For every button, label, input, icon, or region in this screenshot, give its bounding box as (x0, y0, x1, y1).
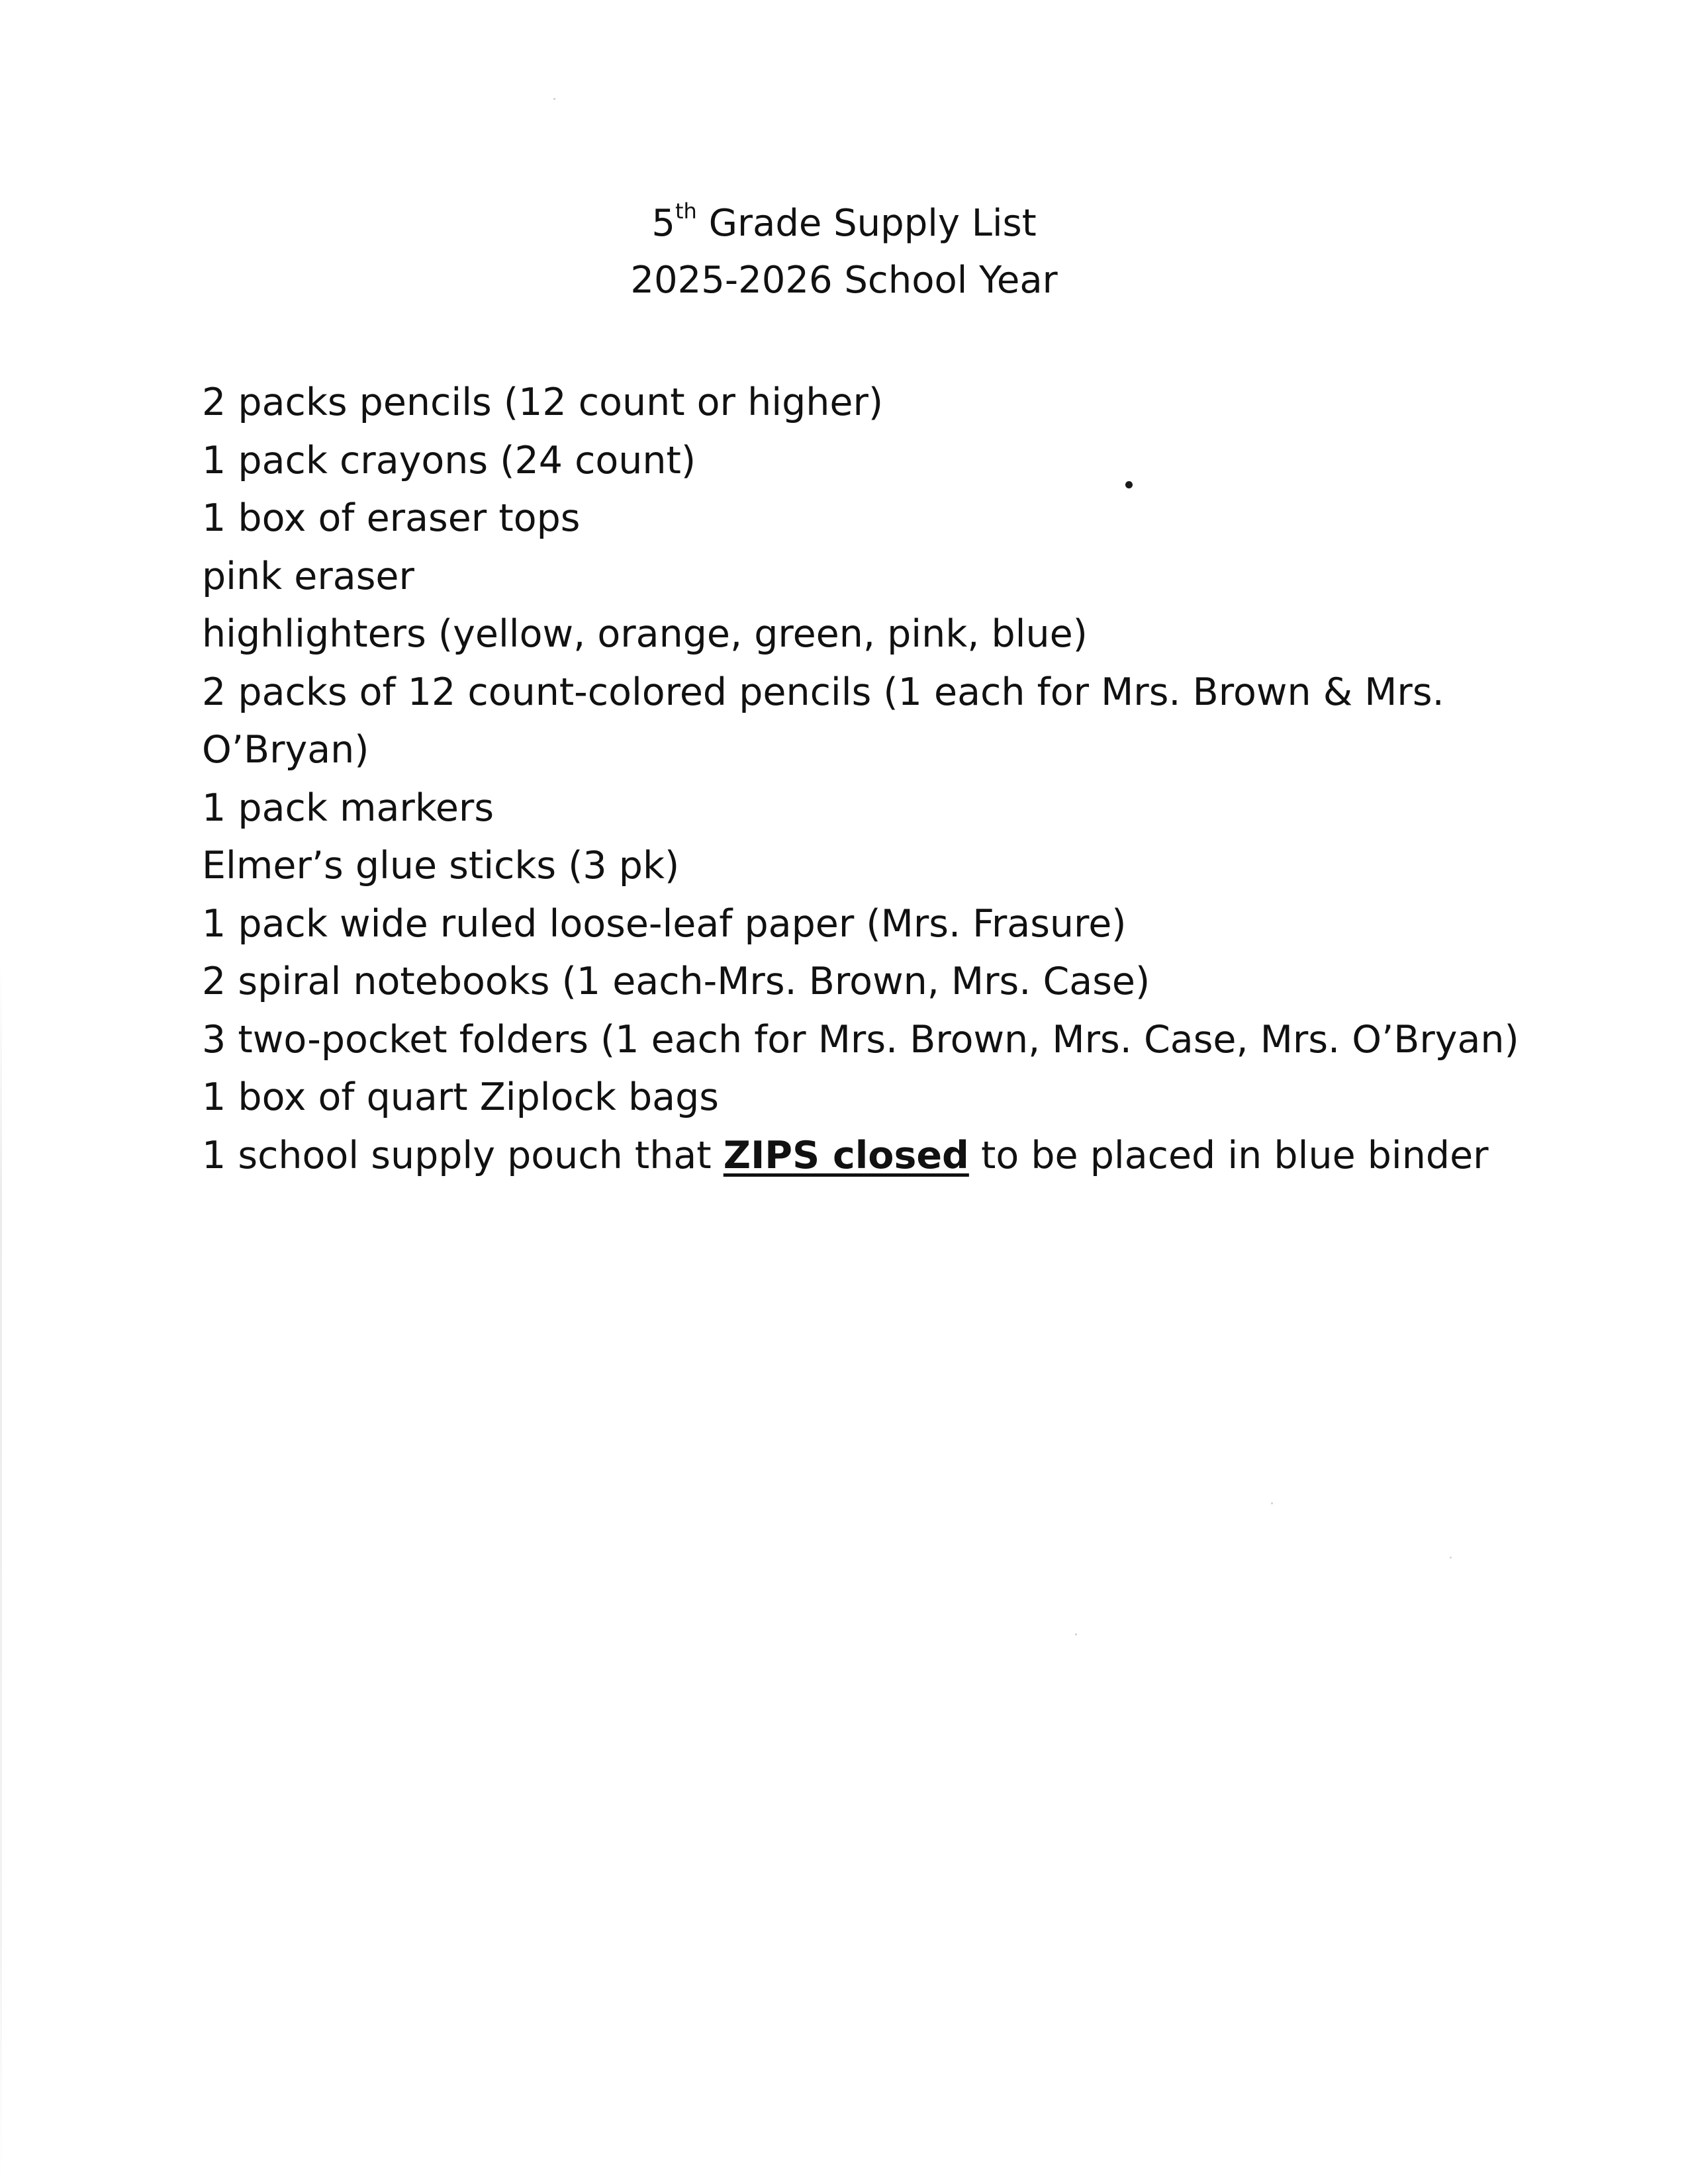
scan-speck (1125, 481, 1133, 488)
scan-speck (1450, 1557, 1452, 1559)
supply-item-folders: 3 two-pocket folders (1 each for Mrs. Brown, Mrs. Case, Mrs. O’Bryan) (202, 1017, 1519, 1062)
supply-item-glue-sticks: Elmer’s glue sticks (3 pk) (202, 844, 680, 887)
school-year: 2025-2026 School Year (630, 259, 1058, 302)
zips-closed-emphasis: ZIPS closed (723, 1133, 969, 1177)
supply-item-crayons: 1 pack crayons (24 count) (202, 438, 696, 482)
supply-pouch-text-after: to be placed in blue binder (968, 1133, 1489, 1177)
supply-pouch-text-before: 1 school supply pouch that (202, 1133, 724, 1177)
page-title (0, 195, 1688, 252)
grade-suffix: th (675, 199, 697, 224)
scan-speck (1271, 1502, 1273, 1504)
page-header (0, 195, 1688, 309)
supply-item-pink-eraser: pink eraser (202, 554, 414, 598)
supply-item-ziplock-bags: 1 box of quart Ziplock bags (202, 1075, 719, 1119)
grade-number: 5 (651, 202, 675, 245)
supply-item-markers: 1 pack markers (202, 786, 494, 830)
supply-list (202, 374, 1526, 1185)
supply-item-colored-pencils: 2 packs of 12 count-colored pencils (1 each for Mrs. Brown & Mrs. O’Bryan) (202, 670, 1444, 772)
supply-item-supply-pouch (202, 1127, 1526, 1185)
scan-speck (1075, 1633, 1077, 1635)
supply-item-eraser-tops: 1 box of eraser tops (202, 496, 581, 540)
title-text: Grade Supply List (696, 202, 1037, 245)
supply-item-pencils: 2 packs pencils (12 count or higher) (202, 381, 884, 424)
supply-item-spiral-notebooks: 2 spiral notebooks (1 each-Mrs. Brown, Mrs. Case) (202, 960, 1150, 1003)
scan-speck (553, 98, 555, 100)
supply-item-loose-leaf-paper: 1 pack wide ruled loose-leaf paper (Mrs. Frasure) (202, 901, 1127, 946)
scan-edge-shadow (0, 960, 2, 2184)
supply-item-highlighters: highlighters (yellow, orange, green, pink, blue) (202, 612, 1088, 656)
